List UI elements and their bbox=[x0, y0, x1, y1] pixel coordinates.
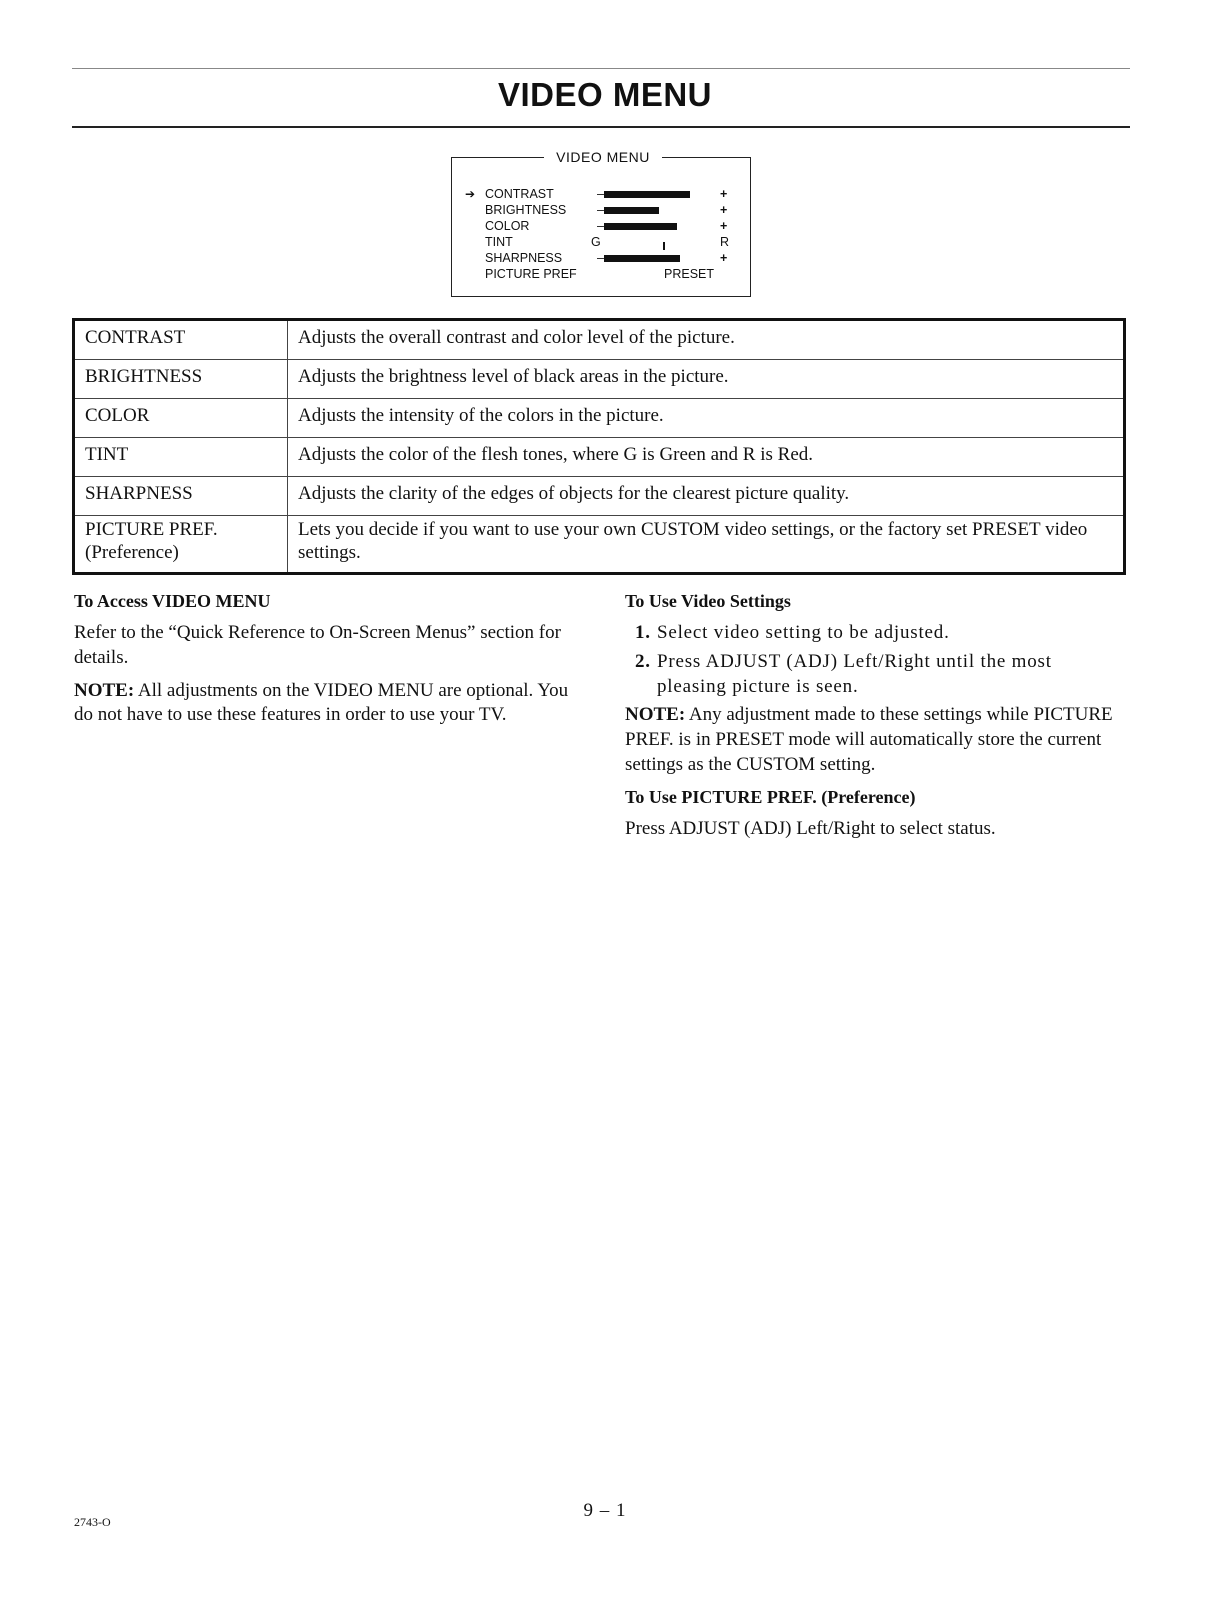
table-row bbox=[74, 360, 1125, 399]
setting-name-main: PICTURE PREF. bbox=[85, 519, 218, 540]
osd-label: BRIGHTNESS bbox=[485, 203, 567, 217]
setting-description: Adjusts the color of the flesh tones, where G is Green and R is Red. bbox=[288, 438, 1125, 477]
note-text: All adjustments on the VIDEO MENU are optional. You do not have to use these features in order to use your TV. bbox=[74, 679, 569, 726]
osd-title: VIDEO MENU bbox=[547, 149, 659, 165]
paragraph: Press ADJUST (ADJ) Left/Right to select status. bbox=[625, 817, 996, 839]
step-text: Select video setting to be adjusted. bbox=[657, 622, 950, 644]
osd-row-brightness bbox=[452, 203, 750, 219]
level-bar-fill bbox=[604, 223, 677, 230]
setting-name: BRIGHTNESS bbox=[74, 360, 288, 399]
access-section bbox=[74, 590, 574, 736]
document-code: 2743-O bbox=[74, 1515, 111, 1529]
note-text: Any adjustment made to these settings while PICTURE PREF. is in PRESET mode will automatically store the current settings as the CUSTOM setting. bbox=[625, 704, 1113, 775]
setting-name-sub: (Preference) bbox=[85, 542, 179, 564]
plus-icon: + bbox=[720, 203, 728, 217]
table-row bbox=[74, 438, 1125, 477]
setting-description: Adjusts the clarity of the edges of objects for the clearest picture quality. bbox=[288, 477, 1125, 516]
level-bar bbox=[604, 207, 702, 214]
table-row bbox=[74, 516, 1125, 574]
osd-row-sharpness bbox=[452, 251, 750, 267]
osd-label: TINT bbox=[485, 235, 513, 249]
step-item bbox=[625, 621, 1125, 646]
minus-icon: – bbox=[597, 219, 604, 233]
note bbox=[625, 703, 1125, 777]
osd-row-picture-pref bbox=[452, 267, 750, 283]
tint-scale bbox=[604, 239, 702, 246]
table-row bbox=[74, 477, 1125, 516]
level-bar bbox=[604, 255, 702, 262]
setting-name bbox=[74, 516, 288, 574]
setting-name: CONTRAST bbox=[74, 320, 288, 360]
osd-label: PICTURE PREF bbox=[485, 267, 577, 281]
settings-table bbox=[72, 318, 1126, 575]
plus-icon: + bbox=[720, 251, 728, 265]
settings-section bbox=[625, 590, 1125, 850]
step-text: Press ADJUST (ADJ) Left/Right until the most pleasing picture is seen. bbox=[657, 651, 1052, 697]
step-item bbox=[625, 650, 1125, 699]
note-label: NOTE: bbox=[625, 704, 686, 726]
note bbox=[74, 679, 574, 728]
table-row bbox=[74, 399, 1125, 438]
setting-description: Adjusts the intensity of the colors in the picture. bbox=[288, 399, 1125, 438]
paragraph: Refer to the “Quick Reference to On-Screen Menus” section for details. bbox=[74, 622, 561, 669]
setting-description: Lets you decide if you want to use your own CUSTOM video settings, or the factory set PRESET video settings. bbox=[288, 516, 1125, 574]
level-bar bbox=[604, 223, 702, 230]
page-number: 9 – 1 bbox=[583, 1500, 627, 1521]
step-number: 2. bbox=[635, 651, 651, 673]
tint-red-label: R bbox=[720, 235, 730, 249]
minus-icon: – bbox=[597, 203, 604, 217]
osd-label: SHARPNESS bbox=[485, 251, 563, 265]
top-divider bbox=[72, 68, 1130, 69]
plus-icon: + bbox=[720, 187, 728, 201]
minus-icon: – bbox=[597, 251, 604, 265]
osd-label: COLOR bbox=[485, 219, 530, 233]
table-row bbox=[74, 320, 1125, 360]
osd-row-color bbox=[452, 219, 750, 235]
level-bar bbox=[604, 191, 702, 198]
tint-marker bbox=[663, 242, 665, 250]
osd-row-contrast bbox=[452, 187, 750, 203]
video-menu-screen bbox=[451, 149, 751, 297]
osd-row-tint bbox=[452, 235, 750, 251]
minus-icon: – bbox=[597, 187, 604, 201]
page-title: VIDEO MENU bbox=[497, 76, 713, 113]
level-bar-fill bbox=[604, 207, 659, 214]
setting-name: COLOR bbox=[74, 399, 288, 438]
section-heading: To Access VIDEO MENU bbox=[74, 591, 271, 611]
title-divider bbox=[72, 126, 1130, 128]
step-number: 1. bbox=[635, 622, 651, 644]
osd-label: CONTRAST bbox=[485, 187, 554, 201]
setting-name: SHARPNESS bbox=[74, 477, 288, 516]
setting-name: TINT bbox=[74, 438, 288, 477]
arrow-right-icon: ➔ bbox=[465, 187, 476, 201]
section-heading: To Use Video Settings bbox=[625, 591, 791, 611]
level-bar-fill bbox=[604, 255, 680, 262]
note-label: NOTE: bbox=[74, 679, 135, 701]
tint-green-label: G bbox=[591, 235, 601, 249]
osd-value: PRESET bbox=[664, 267, 715, 281]
setting-description: Adjusts the brightness level of black areas in the picture. bbox=[288, 360, 1125, 399]
level-bar-fill bbox=[604, 191, 690, 198]
setting-description: Adjusts the overall contrast and color level of the picture. bbox=[288, 320, 1125, 360]
plus-icon: + bbox=[720, 219, 728, 233]
section-heading: To Use PICTURE PREF. (Preference) bbox=[625, 786, 916, 807]
